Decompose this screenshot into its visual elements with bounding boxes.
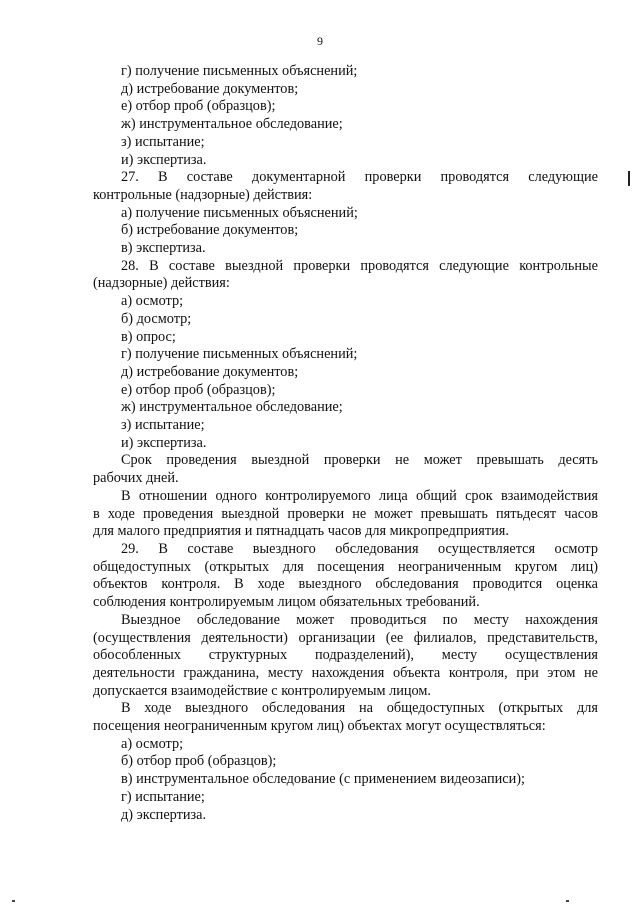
paragraph-term-line: рабочих дней. bbox=[93, 470, 179, 487]
page-number: 9 bbox=[317, 34, 323, 48]
list-item: г) испытание; bbox=[121, 788, 205, 805]
list-item: з) испытание; bbox=[121, 417, 205, 434]
list-item: б) отбор проб (образцов); bbox=[121, 753, 277, 770]
paragraph-public-line: посещения неограниченным кругом лиц) объектах могут осуществляться: bbox=[93, 718, 546, 735]
list-item: г) получение письменных объяснений; bbox=[121, 346, 358, 363]
paragraph-onsite-line: Выездное обследование может проводиться по месту нахождения bbox=[121, 611, 598, 628]
paragraph-interaction-line: в ходе проведения выездной проверки не может превышать пятьдесят часов bbox=[93, 505, 598, 522]
list-item: в) инструментальное обследование (с применением видеозаписи); bbox=[121, 771, 525, 788]
list-item: ж) инструментальное обследование; bbox=[121, 116, 343, 133]
paragraph-29-line: 29. В составе выездного обследования осуществляется осмотр bbox=[121, 540, 598, 557]
list-item: а) осмотр; bbox=[121, 293, 184, 310]
paragraph-interaction-line: В отношении одного контролируемого лица общий срок взаимодействия bbox=[121, 487, 598, 504]
paragraph-term-line: Срок проведения выездной проверки не может превышать десять bbox=[121, 452, 598, 469]
paragraph-28-line: 28. В составе выездной проверки проводятся следующие контрольные bbox=[121, 257, 598, 274]
list-item: д) истребование документов; bbox=[121, 363, 299, 380]
list-item: в) опрос; bbox=[121, 328, 176, 345]
list-item: е) отбор проб (образцов); bbox=[121, 98, 276, 115]
list-item: д) экспертиза. bbox=[121, 806, 207, 823]
list-item: ж) инструментальное обследование; bbox=[121, 399, 343, 416]
list-item: и) экспертиза. bbox=[121, 434, 207, 451]
paragraph-onsite-line: деятельности гражданина, месту нахождения объекта контроля, при этом не bbox=[93, 664, 598, 681]
paragraph-interaction-line: для малого предприятия и пятнадцать часов для микропредприятия. bbox=[93, 523, 509, 540]
list-item: б) досмотр; bbox=[121, 310, 192, 327]
list-item: б) истребование документов; bbox=[121, 222, 299, 239]
paragraph-public-line: В ходе выездного обследования на общедоступных (открытых для bbox=[121, 700, 598, 717]
list-item: д) истребование документов; bbox=[121, 80, 299, 97]
paragraph-onsite-line: (осуществления деятельности) организации (ее филиалов, представительств, bbox=[93, 629, 598, 646]
list-item: в) экспертиза. bbox=[121, 240, 206, 257]
list-item: а) получение письменных объяснений; bbox=[121, 204, 358, 221]
list-item: а) осмотр; bbox=[121, 735, 184, 752]
paragraph-29-line: объектов контроля. В ходе выездного обследования проводится оценка bbox=[93, 576, 598, 593]
paragraph-onsite-line: допускается взаимодействие с контролируемым лицом. bbox=[93, 682, 432, 699]
list-item: е) отбор проб (образцов); bbox=[121, 381, 276, 398]
list-item: и) экспертиза. bbox=[121, 151, 207, 168]
paragraph-27-line: 27. В составе документарной проверки проводятся следующие bbox=[121, 169, 598, 186]
paragraph-29-line: общедоступных (открытых для посещения неограниченным кругом лиц) bbox=[93, 558, 598, 575]
document-body bbox=[93, 63, 598, 824]
paragraph-onsite-line: обособленных структурных подразделений), месту осуществления bbox=[93, 647, 598, 664]
paragraph-29-line: соблюдения контролируемым лицом обязательных требований. bbox=[93, 594, 480, 611]
paragraph-28-line: (надзорные) действия: bbox=[93, 275, 230, 292]
scan-mark-left bbox=[12, 900, 15, 902]
margin-mark bbox=[628, 171, 630, 186]
paragraph-27-line: контрольные (надзорные) действия: bbox=[93, 186, 313, 203]
list-item: г) получение письменных объяснений; bbox=[121, 63, 358, 79]
scan-mark-right bbox=[566, 900, 569, 902]
list-item: з) испытание; bbox=[121, 133, 205, 150]
